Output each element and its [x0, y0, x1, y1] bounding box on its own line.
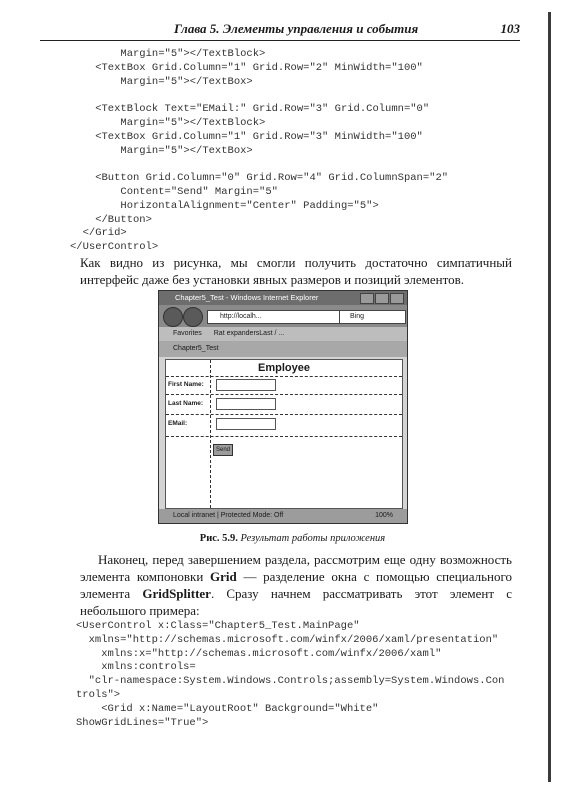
code-line: Margin="5"></TextBlock>: [70, 116, 266, 129]
tab-bar: [159, 341, 407, 357]
paragraph-1: Как видно из рисунка, мы смогли получить достаточно симпатичный интерфейс даже без установки явных размеров и позиций элементов.: [80, 255, 512, 287]
nav-bar: [159, 305, 407, 327]
code-line: <TextBox Grid.Column="1" Grid.Row="3" MinWidth="100": [70, 130, 423, 143]
code-line: xmlns="http://schemas.microsoft.com/winfx/2006/xaml/presentation": [76, 633, 499, 646]
figure-number: Рис. 5.9.: [199, 533, 238, 544]
address-field: http://localh...: [207, 310, 346, 324]
minimize-icon: [360, 293, 374, 304]
forward-icon: [183, 307, 203, 327]
figure-caption-text: Результат работы приложения: [240, 533, 386, 544]
code-line: <Button Grid.Column="0" Grid.Row="4" Grid.ColumnSpan="2": [70, 172, 449, 185]
browser-tab: Chapter5_Test: [173, 345, 219, 352]
first-name-label: First Name:: [168, 381, 204, 388]
paragraph-2-text-3: . Сразу начнем рассматривать этот элемент с небольшого примера:: [80, 586, 513, 618]
maximize-icon: [375, 293, 389, 304]
window-title: Chapter5_Test - Windows Internet Explorer: [175, 293, 319, 302]
code-lines: [76, 620, 504, 730]
code-line: "clr-namespace:System.Windows.Controls;assembly=System.Windows.Con: [76, 675, 505, 688]
search-field: Bing: [339, 310, 406, 324]
code-line: xmlns:controls=: [76, 661, 196, 674]
code-line: <Grid x:Name="LayoutRoot" Background="White": [76, 702, 379, 715]
figure-caption: [0, 533, 585, 544]
code-line: xmlns:x="http://schemas.microsoft.com/winfx/2006/xaml": [76, 647, 442, 660]
page-content: [165, 359, 403, 509]
code-lines: [70, 48, 448, 255]
paragraph-2: [80, 551, 512, 619]
status-bar: [159, 509, 407, 523]
favorites-label: Favorites: [173, 330, 202, 337]
page-number: 103: [500, 21, 520, 36]
first-name-field: [216, 379, 276, 391]
code-line: ShowGridLines="True">: [76, 716, 209, 729]
zoom-level: 100%: [375, 512, 393, 519]
code-line: </Grid>: [70, 227, 127, 240]
browser-screenshot: [158, 290, 408, 524]
status-text: Local intranet | Protected Mode: Off: [173, 512, 284, 519]
grid-row-line: [166, 394, 402, 395]
code-line: </UserControl>: [70, 241, 159, 254]
grid-row-line: [166, 436, 402, 437]
code-line: trols">: [76, 688, 121, 701]
code-line: Content="Send" Margin="5": [70, 185, 278, 198]
close-icon: [390, 293, 404, 304]
grid-row-line: [166, 376, 402, 377]
email-label: EMail:: [168, 420, 188, 427]
code-line: HorizontalAlignment="Center" Padding="5">: [70, 199, 379, 212]
code-line: <TextBlock Text="EMail:" Grid.Row="3" Grid.Column="0": [70, 103, 430, 116]
code-line: [70, 158, 448, 172]
code-line: Margin="5"></TextBox>: [70, 75, 253, 88]
back-icon: [163, 307, 183, 327]
paragraph-2-text-2: — разделение окна с помощью специального элемента: [80, 569, 512, 601]
page-edge: [548, 12, 551, 782]
paragraph-2-text-1: Наконец, перед завершением раздела, рассмотрим еще одну возможность элемента компоновки: [80, 552, 512, 584]
grid-term: Grid: [210, 569, 237, 584]
chapter-title: Глава 5. Элементы управления и события: [174, 21, 419, 36]
send-button: Send: [213, 444, 233, 456]
window-buttons: [360, 293, 404, 304]
last-name-label: Last Name:: [168, 400, 204, 407]
code-line: Margin="5"></TextBlock>: [70, 48, 266, 60]
page-header: [40, 18, 520, 41]
gridsplitter-term: GridSplitter: [142, 586, 211, 601]
grid-row-line: [166, 414, 402, 415]
code-line: [70, 89, 448, 103]
grid-column-line: [210, 360, 211, 508]
code-line: <TextBox Grid.Column="1" Grid.Row="2" MinWidth="100": [70, 61, 423, 74]
favorites-item: Rat expandersLast / ...: [213, 330, 285, 337]
favorites-bar: [159, 327, 407, 341]
code-line: <UserControl x:Class="Chapter5_Test.MainPage": [76, 620, 360, 632]
window-titlebar: [159, 291, 407, 305]
email-field: [216, 418, 276, 430]
last-name-field: [216, 398, 276, 410]
code-line: Margin="5"></TextBox>: [70, 144, 253, 157]
employee-heading: Employee: [258, 362, 310, 374]
code-line: </Button>: [70, 213, 152, 226]
